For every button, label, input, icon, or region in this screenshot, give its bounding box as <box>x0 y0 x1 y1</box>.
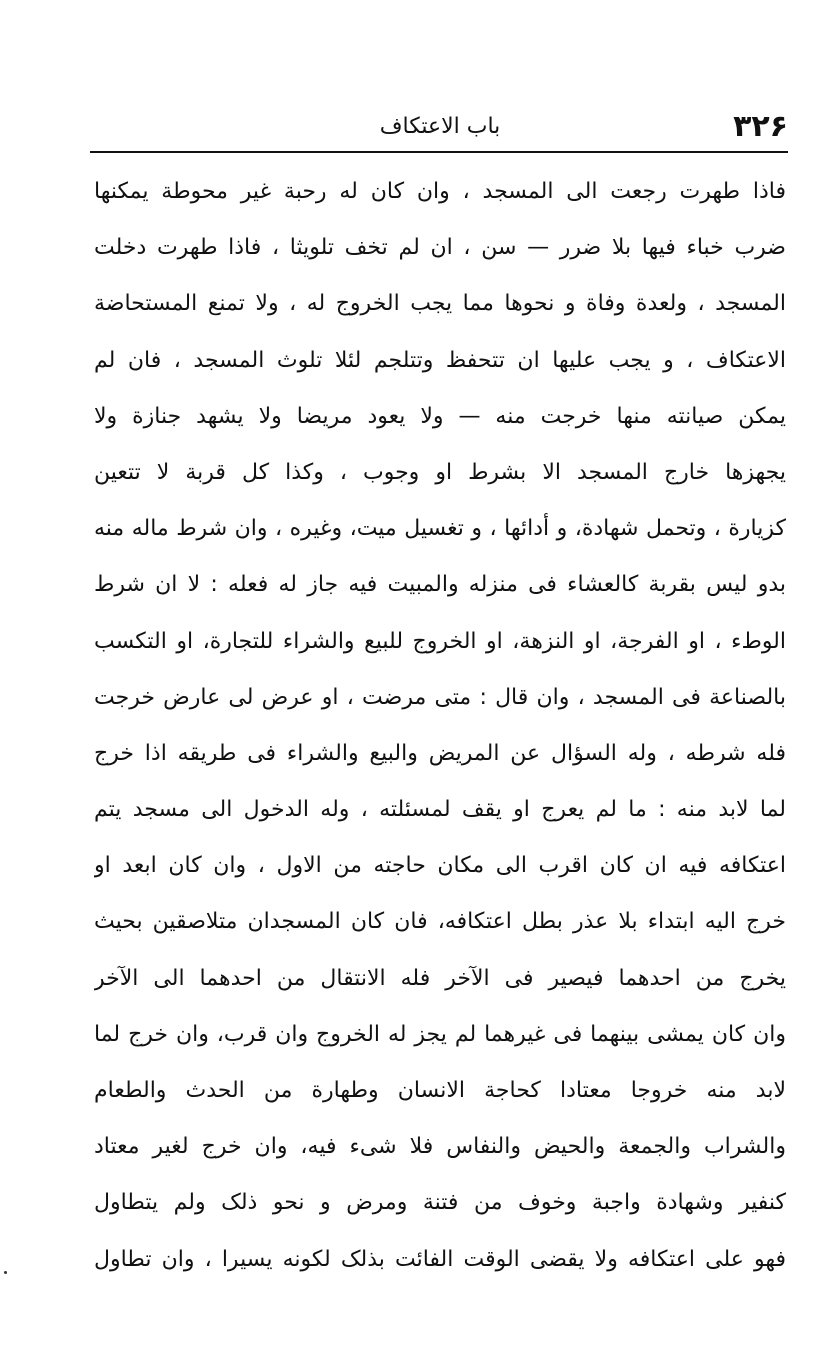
text-line: کزیارة ، وتحمل شهادة، و أدائها ، و تغسیل میت، وغیره ، وان شرط ماله منه <box>94 516 786 542</box>
text-line: الاعتکاف ، و یجب علیها ان تتحفظ وتتلجم لئلا تلوث المسجد ، فان لم <box>94 347 786 373</box>
text-line: یخرج من احدهما فیصیر فی الآخر فله الانتقال من احدهما الی الآخر <box>94 965 786 991</box>
text-line: خرج الیه ابتداء بلا عذر بطل اعتکافه، فان کان المسجدان متلاصقین بحیث <box>94 909 786 935</box>
text-line: وان کان یمشی بینهما فی غیرهما لم یجز له الخروج وان قرب، وان خرج لما <box>94 1021 786 1047</box>
page-number: ۳۲۶ <box>733 109 788 144</box>
text-line: فهو علی اعتکافه ولا یقضی الوقت الفائت بذلک لکونه یسیرا ، وان تطاول <box>94 1246 786 1272</box>
text-line: لما لابد منه : ما لم یعرج او یقف لمسئلته ، وله الدخول الی مسجد یتم <box>94 797 786 823</box>
scan-speck <box>4 1271 7 1274</box>
page-header <box>92 104 788 150</box>
text-line: ضرب خباء فیها بلا ضرر — سن ، ان لم تخف تلویثا ، فاذا طهرت دخلت <box>94 235 786 261</box>
running-title: باب الاعتکاف <box>379 114 501 139</box>
text-line: لابد منه خروجا معتادا کحاجة الانسان وطهارة من الحدث والطعام <box>94 1078 786 1103</box>
header-rule <box>90 151 788 153</box>
text-line: کنفیر وشهادة واجبة وخوف من فتنة ومرض و نحو ذلک ولم یتطاول <box>94 1190 786 1216</box>
text-line: والشراب والجمعة والحیض والنفاس فلا شیء فیه، وان خرج لغیر معتاد <box>94 1134 786 1160</box>
text-line: اعتکافه فیه ان کان اقرب الی مکان حاجته من الاول ، وان کان ابعد او <box>94 853 786 879</box>
text-line: یمکن صیانته منها خرجت منه — ولا یعود مریضا ولا یشهد جنازة ولا <box>94 403 786 429</box>
text-line: فاذا طهرت رجعت الی المسجد ، وان کان له رحبة غیر محوطة یمکنها <box>94 179 786 204</box>
text-line: المسجد ، ولعدة وفاة و نحوها مما یجب الخروج له ، ولا تمنع المستحاضة <box>94 291 786 317</box>
text-line: بالصناعة فی المسجد ، وان قال : متی مرضت ، او عرض لی عارض خرجت <box>94 684 786 710</box>
text-line: الوطء ، او الفرجة، او النزهة، او الخروج للبیع والشراء للتجارة، او التکسب <box>94 628 786 654</box>
text-line: بدو لیس بقربة کالعشاء فی منزله والمبیت فیه جاز له فعله : لا ان شرط <box>94 572 786 598</box>
text-line: یجهزها خارج المسجد الا بشرط او وجوب ، وکذا کل قربة لا تتعین <box>94 459 786 485</box>
text-line: فله شرطه ، وله السؤال عن المریض والبیع والشراء فی طریقه اذا خرج <box>94 740 786 766</box>
body-text <box>94 164 786 1288</box>
